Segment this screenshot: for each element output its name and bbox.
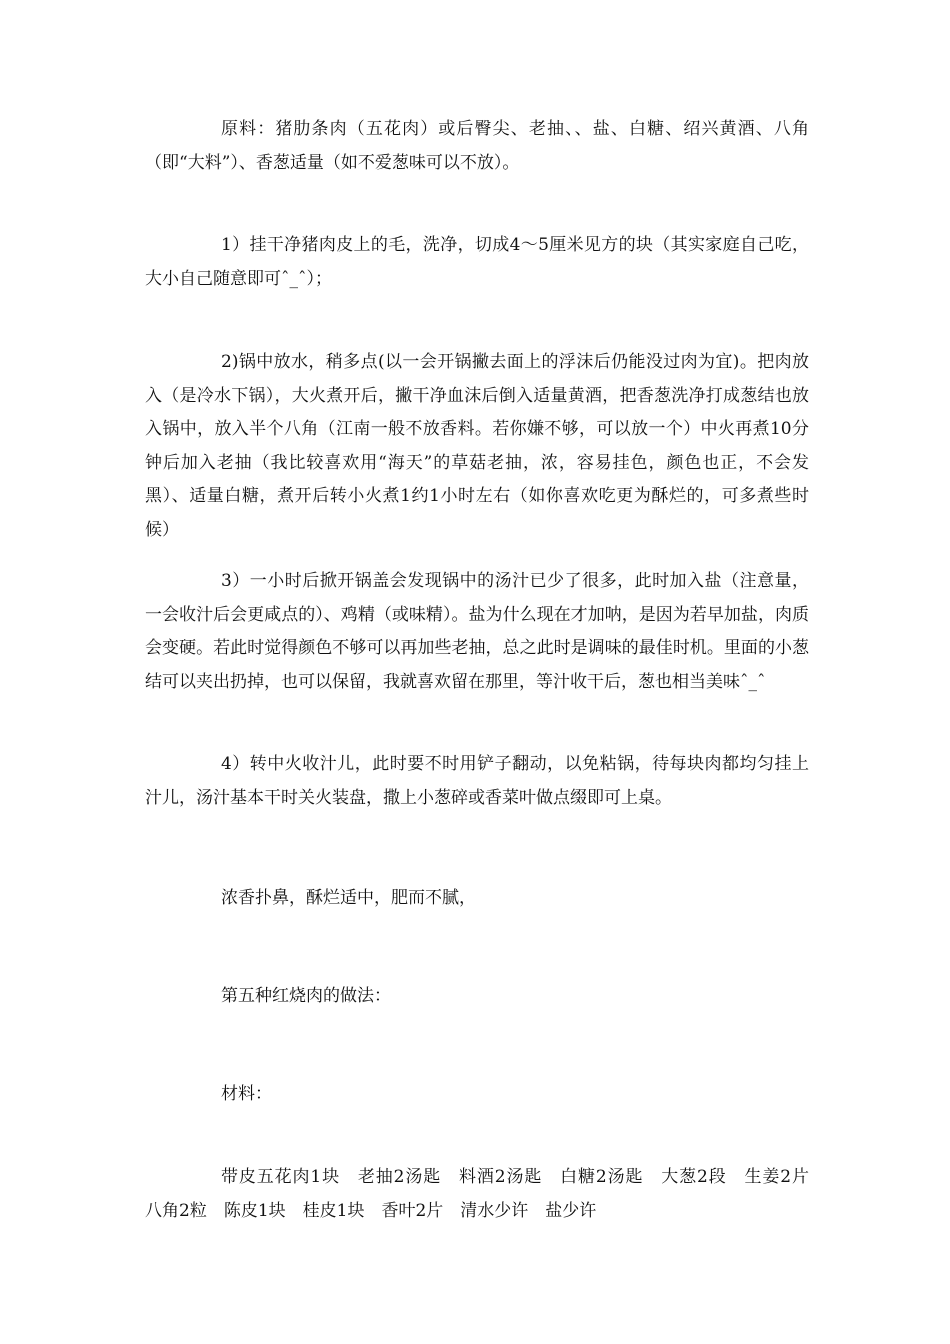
step-1-paragraph: 1）挂干净猪肉皮上的毛，洗净，切成4～5厘米见方的块（其实家庭自己吃，大小自己随意即可ˆ_ˆ）；	[145, 235, 809, 289]
step-4-paragraph: 4）转中火收汁儿，此时要不时用铲子翻动，以免粘锅，待每块肉都均匀挂上汁儿，汤汁基本干时关火装盘，撒上小葱碎或香菜叶做点缀即可上桌。	[145, 754, 809, 808]
materials-list: 带皮五花肉1块 老抽2汤匙 料酒2汤匙 白糖2汤匙 大葱2段 生姜2片 八角2粒 陈皮1块 桂皮1块 香叶2片 清水少许 盐少许	[145, 1167, 826, 1221]
ingredients-paragraph: 原料：猪肋条肉（五花肉）或后臀尖、老抽、、盐、白糖、绍兴黄酒、八角（即“大料”）、香葱适量（如不爱葱味可以不放）。	[145, 119, 809, 173]
taste-description: 浓香扑鼻，酥烂适中，肥而不腻，	[221, 888, 476, 908]
step-2-paragraph: 2)锅中放水，稍多点(以一会开锅撇去面上的浮沫后仍能没过肉为宜)。把肉放入（是冷水下锅），大火煮开后，撇干净血沫后倒入适量黄酒，把香葱洗净打成葱结也放入锅中，放入半个八角（江南一般不放香料。若你嫌不够，可以放一个）中火再煮10分钟后加入老抽（我比较喜欢用“海天”的草菇老抽，浓，容易挂色，颜色也正，不会发黑）、适量白糖，煮开后转小火煮1约1小时左右（如你喜欢吃更为酥烂的，可多煮些时候）	[145, 352, 809, 540]
step-3-paragraph: 3）一小时后掀开锅盖会发现锅中的汤汁已少了很多，此时加入盐（注意量，一会收汁后会更咸点的）、鸡精（或味精）。盐为什么现在才加呐，是因为若早加盐，肉质会变硬。若此时觉得颜色不够可以再加些老抽，总之此时是调味的最佳时机。里面的小葱结可以夹出扔掉，也可以保留，我就喜欢留在那里，等汁收干后，葱也相当美味ˆ_ˆ	[145, 571, 809, 692]
section-heading-fifth-method: 第五种红烧肉的做法：	[221, 986, 391, 1006]
materials-label: 材料：	[221, 1084, 272, 1104]
